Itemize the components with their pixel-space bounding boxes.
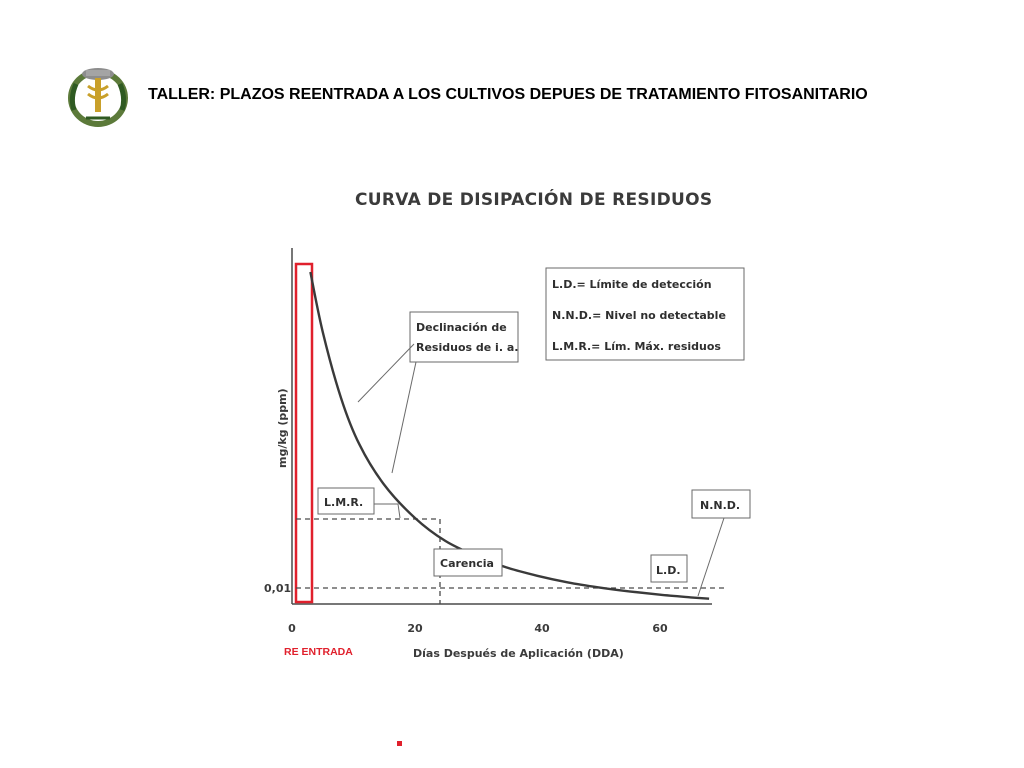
legend-item-ld: L.D.= Límite de detección [552,278,712,291]
declinacion-pointer-1 [358,344,414,402]
declinacion-label-line1: Declinación de [416,321,507,334]
lmr-label: L.M.R. [324,496,364,509]
y-tick-label: 0,01 [264,582,292,595]
nnd-label: N.N.D. [700,499,741,512]
chart-title: CURVA DE DISIPACIÓN DE RESIDUOS [355,190,713,210]
reentrada-highlight-box [296,264,312,602]
reentrada-label: RE ENTRADA [284,646,353,658]
x-tick-label-1: 20 [407,622,423,635]
slide-title: TALLER: PLAZOS REENTRADA A LOS CULTIVOS DEPUES DE TRATAMIENTO FITOSANITARIO [148,86,868,103]
declinacion-box [410,312,518,362]
ld-label: L.D. [656,564,681,577]
x-tick-label-0: 0 [288,622,296,635]
declinacion-label-line2: Residuos de i. a. [416,341,519,354]
x-tick-label-2: 40 [534,622,550,635]
lmr-pointer [374,504,400,518]
nnd-pointer [698,518,724,596]
carencia-label: Carencia [440,557,494,570]
red-dot-marker [397,741,402,746]
legend-item-nnd: N.N.D.= Nivel no detectable [552,309,726,322]
x-tick-label-3: 60 [652,622,668,635]
declinacion-pointer-2 [392,362,416,473]
x-ticks [288,622,668,635]
legend-item-lmr: L.M.R.= Lím. Máx. residuos [552,340,721,353]
x-axis-label: Días Después de Aplicación (DDA) [413,647,624,660]
y-axis-label: mg/kg (ppm) [276,388,289,468]
